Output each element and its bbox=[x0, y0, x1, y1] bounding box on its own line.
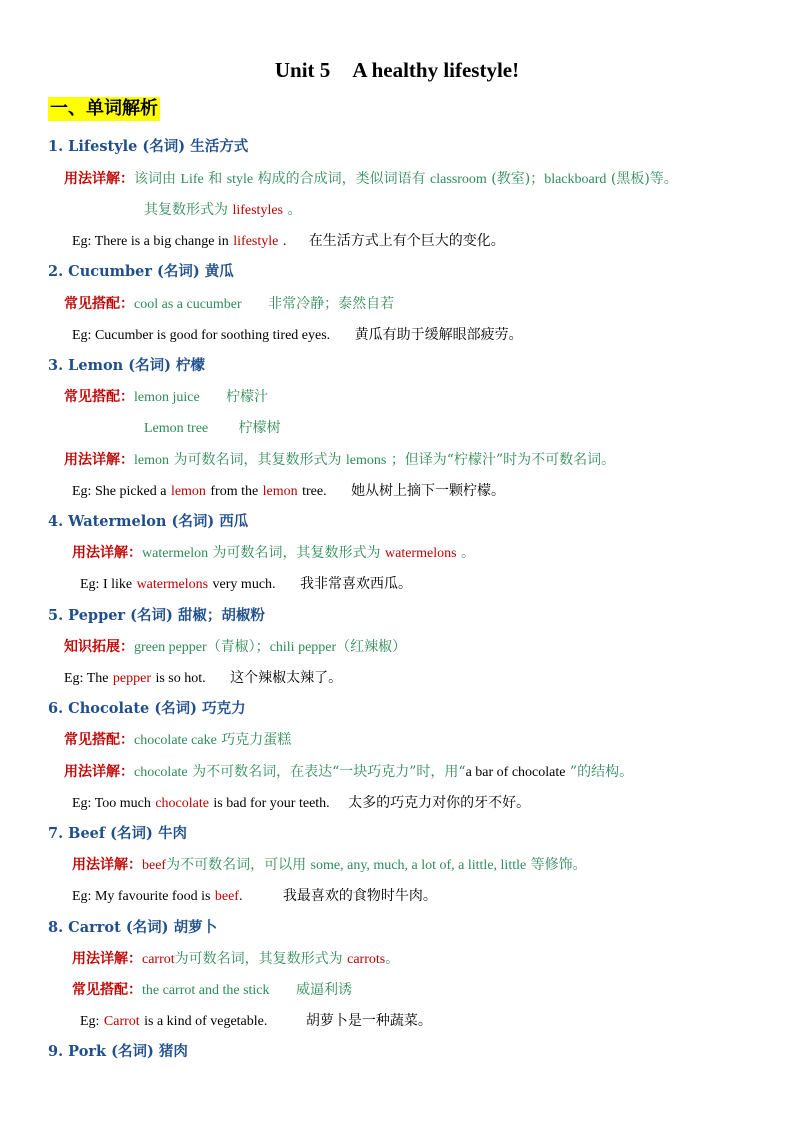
example-cucumber bbox=[72, 326, 523, 345]
entry-heading-lifestyle: 1. Lifestyle (名词) 生活方式 bbox=[48, 138, 249, 155]
example-text: tree. bbox=[302, 484, 327, 499]
example-watermelon bbox=[80, 575, 412, 594]
term: chocolate bbox=[134, 765, 188, 780]
usage-line-lifestyle bbox=[64, 170, 678, 189]
collocation-label: 常见搭配： bbox=[64, 296, 134, 312]
term: watermelon bbox=[142, 546, 209, 561]
example-term: lemon bbox=[262, 484, 298, 499]
example-text: Eg: The bbox=[64, 671, 109, 686]
example-text: Eg: Too much bbox=[72, 796, 151, 811]
term-translation: （青椒）； bbox=[206, 639, 270, 655]
term: Lemon tree bbox=[144, 421, 209, 436]
usage-text: 为可数名词，其复数形式为 bbox=[173, 452, 342, 468]
usage-text: 该词由 bbox=[134, 171, 176, 187]
term: Life bbox=[180, 172, 204, 187]
term: watermelons bbox=[385, 546, 457, 561]
collocation-line-lemon-juice bbox=[64, 388, 268, 407]
term: lemon bbox=[134, 453, 169, 468]
term: style bbox=[226, 172, 254, 187]
usage-text: ”的结构。 bbox=[569, 764, 634, 780]
example-beef bbox=[72, 887, 437, 906]
usage-line-chocolate bbox=[64, 763, 633, 782]
term-list: some, any, much, a lot of, a little, little bbox=[310, 858, 527, 873]
usage-text: ；但译为“柠檬汁”时为不可数名词。 bbox=[390, 452, 616, 468]
example-translation: 在生活方式上有个巨大的变化。 bbox=[308, 233, 505, 249]
example-text: is bad for your teeth. bbox=[213, 796, 330, 811]
unit-label: Unit 5 bbox=[274, 58, 331, 82]
example-term: lifestyle bbox=[233, 234, 279, 249]
term: cool as a cucumber bbox=[134, 297, 242, 312]
usage-line-watermelon bbox=[72, 544, 475, 563]
entry-heading-beef: 7. Beef (名词) 牛肉 bbox=[48, 825, 187, 842]
usage-text: (教室)； bbox=[491, 171, 545, 187]
example-text: from the bbox=[210, 484, 259, 499]
usage-text: 其复数形式为 bbox=[144, 202, 228, 218]
example-text: very much. bbox=[212, 577, 276, 592]
entry-heading-lemon: 3. Lemon (名词) 柠檬 bbox=[48, 357, 205, 374]
term: lemons bbox=[345, 453, 387, 468]
term: a bar of chocolate bbox=[465, 765, 566, 780]
example-text: Eg: She picked a bbox=[72, 484, 167, 499]
collocation-label: 常见搭配： bbox=[64, 389, 134, 405]
usage-text: 。 bbox=[385, 951, 400, 967]
example-carrot bbox=[80, 1012, 432, 1031]
usage-label: 用法详解： bbox=[72, 857, 142, 873]
usage-text: 等修饰。 bbox=[530, 857, 587, 873]
example-lemon bbox=[72, 482, 505, 501]
term: lifestyles bbox=[232, 203, 283, 218]
example-translation: 黄瓜有助于缓解眼部疲劳。 bbox=[354, 327, 523, 343]
usage-label: 用法详解： bbox=[72, 951, 142, 967]
entry-heading-carrot: 8. Carrot (名词) 胡萝卜 bbox=[48, 919, 218, 936]
usage-text: 为可数名词，其复数形式为 bbox=[212, 545, 381, 561]
example-text: Eg: There is a big change in bbox=[72, 234, 229, 249]
usage-text: 。 bbox=[460, 545, 475, 561]
usage-line-lifestyle-plural bbox=[144, 201, 301, 220]
example-text: Eg: Cucumber is good for soothing tired eyes. bbox=[72, 328, 331, 343]
example-lifestyle bbox=[72, 232, 505, 251]
example-term: pepper bbox=[112, 671, 152, 686]
entry-heading-chocolate: 6. Chocolate (名词) 巧克力 bbox=[48, 700, 246, 717]
example-term: beef bbox=[214, 889, 239, 904]
example-text: . bbox=[238, 889, 243, 904]
usage-text: 。 bbox=[287, 202, 302, 218]
collocation-label: 常见搭配： bbox=[64, 732, 134, 748]
entry-heading-watermelon: 4. Watermelon (名词) 西瓜 bbox=[48, 513, 249, 530]
example-text: Eg: bbox=[80, 1014, 100, 1029]
usage-text: 为可数名词，其复数形式为 bbox=[174, 951, 343, 967]
page-title bbox=[0, 58, 794, 83]
term: classroom bbox=[430, 172, 487, 187]
example-translation: 这个辣椒太辣了。 bbox=[230, 670, 343, 686]
example-term: watermelons bbox=[136, 577, 209, 592]
term: the carrot and the stick bbox=[142, 983, 270, 998]
term-translation: （红辣椒） bbox=[336, 639, 407, 655]
example-pepper bbox=[64, 669, 342, 688]
example-text: is so hot. bbox=[155, 671, 206, 686]
example-term: lemon bbox=[170, 484, 206, 499]
extension-line-pepper bbox=[64, 638, 406, 657]
term-translation: 巧克力蛋糕 bbox=[221, 732, 292, 748]
extension-label: 知识拓展： bbox=[64, 639, 134, 655]
term: lemon juice bbox=[134, 390, 200, 405]
example-term: chocolate bbox=[155, 796, 209, 811]
collocation-line-cucumber bbox=[64, 295, 394, 314]
example-translation: 太多的巧克力对你的牙不好。 bbox=[348, 795, 531, 811]
entry-heading-pork: 9. Pork (名词) 猪肉 bbox=[48, 1043, 188, 1060]
usage-line-beef bbox=[72, 856, 587, 875]
example-chocolate bbox=[72, 794, 530, 813]
collocation-line-chocolate bbox=[64, 731, 291, 750]
usage-label: 用法详解： bbox=[64, 171, 134, 187]
term: carrots bbox=[347, 952, 386, 967]
example-translation: 我非常喜欢西瓜。 bbox=[299, 576, 412, 592]
example-translation: 我最喜欢的食物时牛肉。 bbox=[282, 888, 437, 904]
example-term: Carrot bbox=[103, 1014, 140, 1029]
term: carrot bbox=[142, 952, 175, 967]
example-text: Eg: I like bbox=[80, 577, 133, 592]
term-translation: 非常冷静；泰然自若 bbox=[268, 296, 395, 312]
section-heading: 一、单词解析 bbox=[50, 98, 158, 119]
usage-text: 为不可数名词，在表达“一块巧克力”时，用“ bbox=[192, 764, 466, 780]
term: blackboard bbox=[544, 172, 607, 187]
usage-label: 用法详解： bbox=[72, 545, 142, 561]
term: chili pepper bbox=[269, 640, 337, 655]
collocation-line-carrot bbox=[72, 981, 352, 1000]
example-text: is a kind of vegetable. bbox=[144, 1014, 268, 1029]
usage-line-lemon bbox=[64, 451, 615, 470]
term: green pepper bbox=[134, 640, 207, 655]
entry-heading-cucumber: 2. Cucumber (名词) 黄瓜 bbox=[48, 263, 234, 280]
usage-line-carrot bbox=[72, 950, 399, 969]
term-translation: 柠檬汁 bbox=[226, 389, 269, 405]
usage-text: 和 bbox=[208, 171, 223, 187]
example-translation: 她从树上摘下一颗柠檬。 bbox=[351, 483, 506, 499]
collocation-label: 常见搭配： bbox=[72, 982, 142, 998]
usage-label: 用法详解： bbox=[64, 764, 134, 780]
entry-heading-pepper: 5. Pepper (名词) 甜椒；胡椒粉 bbox=[48, 607, 265, 624]
term: beef bbox=[142, 858, 167, 873]
usage-text: 构成的合成词，类似词语有 bbox=[257, 171, 426, 187]
usage-text: 为不可数名词，可以用 bbox=[166, 857, 307, 873]
term-translation: 威逼利诱 bbox=[295, 982, 352, 998]
collocation-line-lemon-tree bbox=[144, 419, 281, 438]
example-text: Eg: My favourite food is bbox=[72, 889, 211, 904]
term-translation: 柠檬树 bbox=[238, 420, 281, 436]
unit-topic: A healthy lifestyle! bbox=[352, 58, 520, 82]
example-text: . bbox=[282, 234, 287, 249]
usage-text: (黑板)等。 bbox=[610, 171, 678, 187]
term: chocolate cake bbox=[134, 733, 217, 748]
example-translation: 胡萝卜是一种蔬菜。 bbox=[305, 1013, 432, 1029]
usage-label: 用法详解： bbox=[64, 452, 134, 468]
